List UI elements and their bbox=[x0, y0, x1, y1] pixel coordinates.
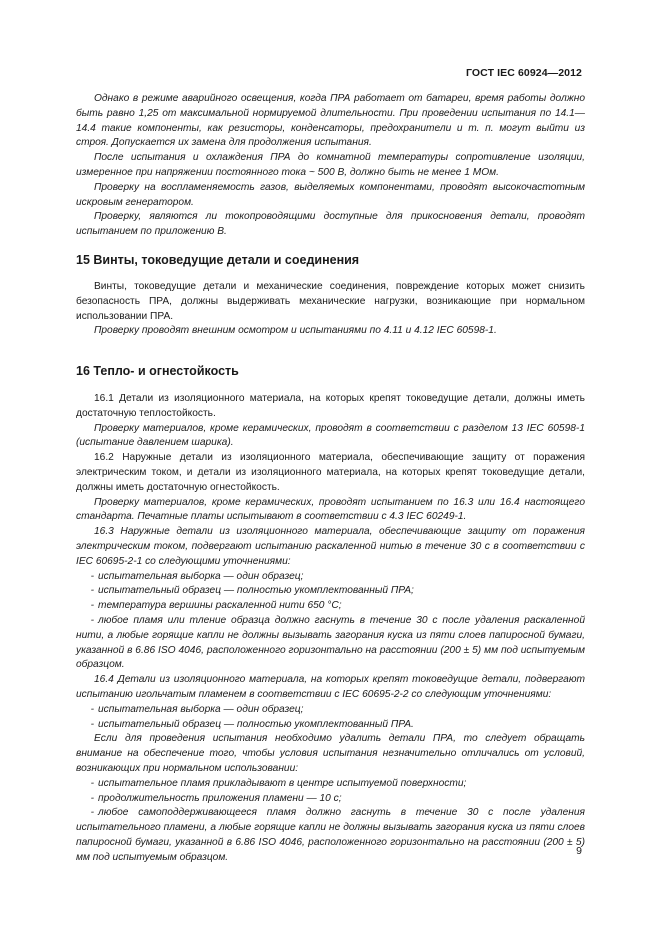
section-16-heading: 16 Тепло- и огнестойкость bbox=[76, 364, 239, 378]
paragraph: Однако в режиме аварийного освещения, когда ПРА работает от батареи, время работы должно быть равно 1,25 от максимальной нормируемой длительности. При проведении испытания по 14.1—14.4 такие компоненты, как резисторы, конденсаторы, предохранители и т. п. могут выйти из строя. Допускается их замена для продолжения испытания. bbox=[76, 93, 585, 149]
paragraph: 16.1 Детали из изоляционного материала, на которых крепят токоведущие детали, должны иметь достаточную теплостойкость. bbox=[76, 393, 585, 419]
list-item: - любое самоподдерживающееся пламя должно гаснуть в течение 30 с после удаления испытательного пламени, а любые горящие капли не должны вызывать загорания куска из пяти слоев папиросной бумаги, указанной в 6.86 ISO 4046, расположенного горизонтально на расстоянии (200 ± 5) мм под испытуемым образцом. bbox=[76, 807, 585, 863]
paragraph: Проверку, являются ли токопроводящими доступные для прикосновения детали, проводят испытанием по приложению В. bbox=[76, 211, 585, 238]
standard-code: ГОСТ IEC 60924—2012 bbox=[465, 67, 582, 79]
paragraph: 16.3 Наружные детали из изоляционного материала, обеспечивающие защиту от поражения электрическим током, подвергают испытанию раскаленной нитью в течение 30 с в соответствии с IEC 60695-2-1 со следующими уточнениями: bbox=[76, 526, 585, 567]
list-item: - испытательное пламя прикладывают в центре испытуемой поверхности; bbox=[90, 777, 467, 789]
list-item: - испытательная выборка — один образец; bbox=[90, 703, 304, 715]
list-item: - испытательный образец — полностью укомплектованный ПРА. bbox=[90, 718, 414, 730]
list-item: - испытательный образец — полностью укомплектованный ПРА; bbox=[90, 585, 414, 597]
paragraph: После испытания и охлаждения ПРА до комнатной температуры сопротивление изоляции, измеренное при напряжении постоянного тока ~ 500 В, должно быть не менее 1 МОм. bbox=[76, 152, 585, 178]
list-item: - испытательная выборка — один образец; bbox=[90, 570, 304, 582]
list-item: - температура вершины раскаленной нити 650 °С; bbox=[90, 600, 342, 612]
paragraph: Проверку проводят внешним осмотром и испытаниями по 4.11 и 4.12 IEC 60598-1. bbox=[94, 325, 497, 337]
section-15-body bbox=[76, 280, 585, 339]
paragraph: 16.2 Наружные детали из изоляционного материала, обеспечивающие защиту от поражения электрическим током, и детали из изоляционного материала, на которых крепят токоведущие детали, должны иметь достаточную огнестойкость. bbox=[76, 452, 585, 493]
paragraph: Проверку материалов, кроме керамических, проводят в соответствии с разделом 13 IEC 60598-1 (испытание давлением шарика). bbox=[76, 422, 585, 449]
paragraph: Проверку на воспламеняемость газов, выделяемых компонентами, проводят высокочастотным искровым генератором. bbox=[76, 181, 585, 208]
intro-text bbox=[76, 92, 585, 240]
list-item: - любое пламя или тление образца должно гаснуть в течение 30 с после удаления раскаленной нити, а любые горящие капли не должны вызывать загорания куска из пяти слоев папиросной бумаги, указанной в 6.86 ISO 4046, расположенного горизонтально на расстоянии (200 ± 5) мм под испытуемым образцом. bbox=[76, 614, 585, 671]
section-15-heading: 15 Винты, токоведущие детали и соединения bbox=[76, 253, 360, 267]
paragraph: Если для проведения испытания необходимо удалить детали ПРА, то следует обращать внимание на обеспечение того, чтобы условия испытания незначительно отличались от условий, возникающих при нормальном использовании: bbox=[76, 733, 585, 774]
section-16-body bbox=[76, 392, 585, 866]
paragraph: 16.4 Детали из изоляционного материала, на которых крепят токоведущие детали, подвергают испытанию игольчатым пламенем в соответствии с IEC 60695-2-2 со следующим уточнениями: bbox=[76, 674, 585, 700]
list-item: - продолжительность приложения пламени — 10 с; bbox=[90, 792, 342, 804]
paragraph: Проверку материалов, кроме керамических, проводят испытанием по 16.3 или 16.4 настоящего стандарта. Печатные платы испытывают в соответствии с 4.3 IEC 60249-1. bbox=[76, 496, 585, 523]
paragraph: Винты, токоведущие детали и механические соединения, повреждение которых может снизить безопасность ПРА, должны выдерживать механические нагрузки, возникающие при нормальном использовании ПРА. bbox=[76, 281, 585, 322]
page-number: 9 bbox=[576, 845, 582, 857]
